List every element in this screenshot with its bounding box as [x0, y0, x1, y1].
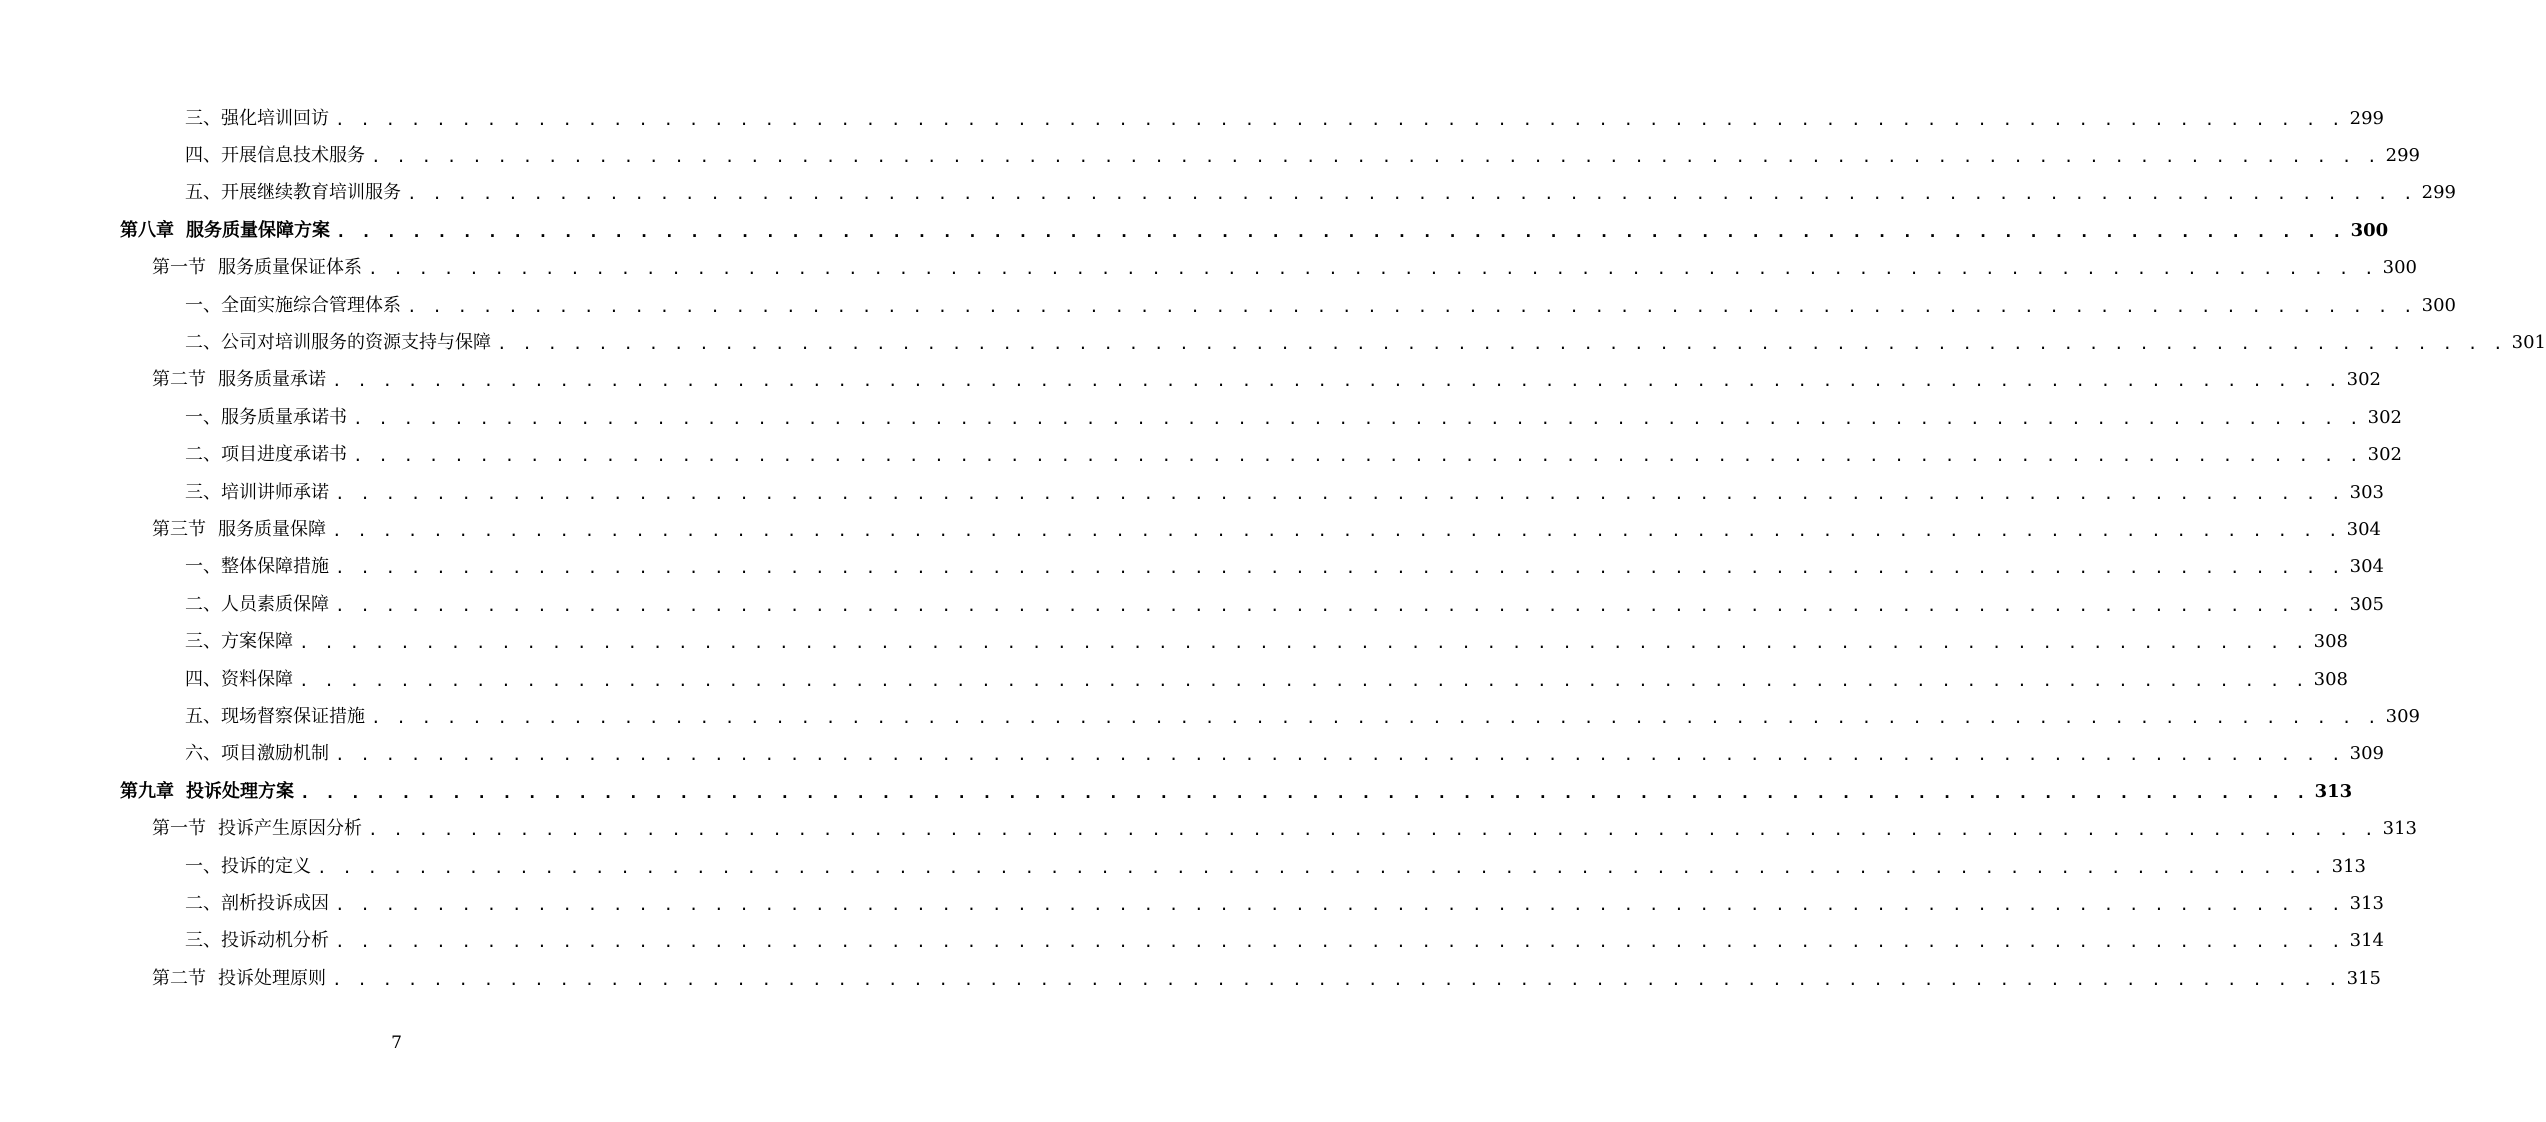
toc-entry-page: 304: [2349, 556, 2384, 578]
toc-entry-label: [152, 371, 326, 389]
page-number: 7: [391, 1033, 402, 1053]
toc-subsection-entry[interactable]: [0, 736, 2384, 773]
toc-entry-title: 开展信息技术服务: [221, 145, 365, 167]
toc-entry-title: 投诉处理方案: [186, 780, 294, 802]
toc-entry-page: 299: [2421, 182, 2456, 204]
toc-entry-title: 投诉处理原则: [218, 967, 326, 989]
toc-entry-number: 三、: [185, 107, 221, 129]
toc-subsection-entry[interactable]: [0, 549, 2384, 586]
toc-entry-label: [185, 932, 329, 950]
toc-subsection-entry[interactable]: [0, 175, 2456, 212]
toc-entry-number: 第二节: [152, 369, 206, 391]
toc-entry-number: 二、: [185, 892, 221, 914]
toc-entry-title: 服务质量保证体系: [218, 257, 362, 279]
toc-entry-number: 第九章: [120, 780, 174, 802]
toc-entry-page: 313: [2331, 855, 2366, 877]
toc-entry-label: [185, 558, 329, 576]
toc-entry-label: [185, 147, 365, 165]
toc-entry-title: 投诉动机分析: [221, 930, 329, 952]
toc-entry-label: [120, 219, 330, 241]
toc-leader-dots: . . . . . . . . . . . . . . . . . . . . . . . . . . . . . . . . . . . . . . . . . . . . . . . . . . . . . . . . . . . . . . . . . . . . . . . . . . . . . . . .: [407, 296, 2416, 316]
table-of-contents: [0, 100, 2546, 997]
toc-leader-dots: . . . . . . . . . . . . . . . . . . . . . . . . . . . . . . . . . . . . . . . . . . . . . . . . . . . . . . . . . . . . . . . . . . . . . . . . . . . . . . . .: [317, 857, 2326, 877]
toc-entry-number: 五、: [185, 705, 221, 727]
toc-entry-title: 开展继续教育培训服务: [221, 182, 401, 204]
toc-entry-number: 五、: [185, 182, 221, 204]
toc-entry-title: 现场督察保证措施: [221, 705, 365, 727]
toc-entry-page: 300: [2421, 294, 2456, 316]
toc-entry-title: 资料保障: [221, 668, 293, 690]
toc-entry-title: 投诉产生原因分析: [218, 818, 362, 840]
toc-leader-dots: . . . . . . . . . . . . . . . . . . . . . . . . . . . . . . . . . . . . . . . . . . . . . . . . . . . . . . . . . . . . . . . . . . . . . . . . . . . . . . . .: [335, 745, 2344, 765]
toc-leader-dots: . . . . . . . . . . . . . . . . . . . . . . . . . . . . . . . . . . . . . . . . . . . . . . . . . . . . . . . . . . . . . . . . . . . . . . . . . . . . . . . .: [371, 147, 2380, 167]
toc-entry-page: 309: [2385, 705, 2420, 727]
toc-entry-number: 三、: [185, 930, 221, 952]
toc-entry-title: 项目激励机制: [221, 743, 329, 765]
toc-entry-label: [185, 107, 329, 129]
toc-entry-number: 一、: [185, 556, 221, 578]
toc-subsection-entry[interactable]: [0, 399, 2402, 436]
toc-subsection-entry[interactable]: [0, 137, 2420, 174]
toc-entry-label: [185, 294, 401, 316]
toc-leader-dots: . . . . . . . . . . . . . . . . . . . . . . . . . . . . . . . . . . . . . . . . . . . . . . . . . . . . . . . . . . . . . . . . . . . . . . . . . . . . . . . .: [300, 782, 2309, 802]
toc-entry-page: 299: [2385, 145, 2420, 167]
toc-entry-number: 一、: [185, 294, 221, 316]
toc-entry-number: 一、: [185, 855, 221, 877]
toc-section-entry[interactable]: [0, 250, 2417, 287]
toc-entry-label: [152, 259, 362, 277]
toc-subsection-entry[interactable]: [0, 885, 2384, 922]
toc-leader-dots: . . . . . . . . . . . . . . . . . . . . . . . . . . . . . . . . . . . . . . . . . . . . . . . . . . . . . . . . . . . . . . . . . . . . . . . . . . . . . . . .: [368, 820, 2377, 840]
toc-section-entry[interactable]: [0, 362, 2381, 399]
toc-entry-page: 313: [2349, 892, 2384, 914]
toc-entry-page: 300: [2382, 257, 2417, 279]
toc-entry-title: 投诉的定义: [221, 855, 311, 877]
toc-subsection-entry[interactable]: [0, 437, 2402, 474]
toc-leader-dots: . . . . . . . . . . . . . . . . . . . . . . . . . . . . . . . . . . . . . . . . . . . . . . . . . . . . . . . . . . . . . . . . . . . . . . . . . . . . . . . .: [335, 558, 2344, 578]
toc-subsection-entry[interactable]: [0, 623, 2348, 660]
toc-leader-dots: . . . . . . . . . . . . . . . . . . . . . . . . . . . . . . . . . . . . . . . . . . . . . . . . . . . . . . . . . . . . . . . . . . . . . . . . . . . . . . . .: [336, 221, 2345, 241]
toc-leader-dots: . . . . . . . . . . . . . . . . . . . . . . . . . . . . . . . . . . . . . . . . . . . . . . . . . . . . . . . . . . . . . . . . . . . . . . . . . . . . . . . .: [335, 109, 2344, 129]
toc-entry-number: 二、: [185, 593, 221, 615]
toc-entry-number: 第二节: [152, 967, 206, 989]
toc-subsection-entry[interactable]: [0, 474, 2384, 511]
toc-entry-page: 302: [2367, 444, 2402, 466]
toc-entry-page: 314: [2349, 930, 2384, 952]
toc-entry-number: 六、: [185, 743, 221, 765]
toc-leader-dots: . . . . . . . . . . . . . . . . . . . . . . . . . . . . . . . . . . . . . . . . . . . . . . . . . . . . . . . . . . . . . . . . . . . . . . . . . . . . . . . .: [371, 707, 2380, 727]
toc-entry-title: 整体保障措施: [221, 556, 329, 578]
toc-entry-label: [185, 855, 311, 877]
toc-chapter-entry[interactable]: [0, 212, 2389, 249]
toc-entry-label: [185, 705, 365, 727]
toc-entry-page: 313: [2314, 780, 2353, 802]
toc-subsection-entry[interactable]: [0, 324, 2546, 361]
toc-leader-dots: . . . . . . . . . . . . . . . . . . . . . . . . . . . . . . . . . . . . . . . . . . . . . . . . . . . . . . . . . . . . . . . . . . . . . . . . . . . . . . . .: [332, 520, 2341, 540]
toc-entry-label: [185, 593, 329, 615]
toc-subsection-entry[interactable]: [0, 661, 2348, 698]
toc-entry-page: 304: [2346, 518, 2381, 540]
toc-entry-title: 培训讲师承诺: [221, 481, 329, 503]
toc-entry-number: 第一节: [152, 818, 206, 840]
toc-entry-title: 强化培训回访: [221, 107, 329, 129]
toc-subsection-entry[interactable]: [0, 287, 2456, 324]
toc-entry-number: 一、: [185, 406, 221, 428]
toc-entry-number: 二、: [185, 444, 221, 466]
toc-entry-number: 四、: [185, 668, 221, 690]
toc-leader-dots: . . . . . . . . . . . . . . . . . . . . . . . . . . . . . . . . . . . . . . . . . . . . . . . . . . . . . . . . . . . . . . . . . . . . . . . . . . . . . . . .: [299, 670, 2308, 690]
toc-entry-title: 剖析投诉成因: [221, 892, 329, 914]
toc-entry-page: 301: [2511, 332, 2546, 354]
toc-entry-page: 315: [2346, 967, 2381, 989]
toc-entry-label: [185, 633, 293, 651]
toc-entry-number: 四、: [185, 145, 221, 167]
toc-entry-title: 服务质量保障方案: [186, 219, 330, 241]
toc-entry-page: 303: [2349, 481, 2384, 503]
toc-entry-page: 305: [2349, 593, 2384, 615]
toc-leader-dots: . . . . . . . . . . . . . . . . . . . . . . . . . . . . . . . . . . . . . . . . . . . . . . . . . . . . . . . . . . . . . . . . . . . . . . . . . . . . . . . .: [497, 334, 2506, 354]
toc-leader-dots: . . . . . . . . . . . . . . . . . . . . . . . . . . . . . . . . . . . . . . . . . . . . . . . . . . . . . . . . . . . . . . . . . . . . . . . . . . . . . . . .: [353, 446, 2362, 466]
toc-leader-dots: . . . . . . . . . . . . . . . . . . . . . . . . . . . . . . . . . . . . . . . . . . . . . . . . . . . . . . . . . . . . . . . . . . . . . . . . . . . . . . . .: [332, 969, 2341, 989]
toc-entry-label: [185, 892, 329, 914]
toc-entry-page: 300: [2350, 219, 2389, 241]
toc-leader-dots: . . . . . . . . . . . . . . . . . . . . . . . . . . . . . . . . . . . . . . . . . . . . . . . . . . . . . . . . . . . . . . . . . . . . . . . . . . . . . . . .: [353, 408, 2362, 428]
toc-subsection-entry[interactable]: [0, 848, 2366, 885]
toc-entry-number: 第一节: [152, 257, 206, 279]
toc-entry-page: 313: [2382, 818, 2417, 840]
toc-entry-page: 308: [2313, 631, 2348, 653]
toc-subsection-entry[interactable]: [0, 698, 2420, 735]
toc-entry-title: 服务质量保障: [218, 518, 326, 540]
toc-entry-title: 人员素质保障: [221, 593, 329, 615]
toc-entry-label: [120, 780, 294, 802]
toc-leader-dots: . . . . . . . . . . . . . . . . . . . . . . . . . . . . . . . . . . . . . . . . . . . . . . . . . . . . . . . . . . . . . . . . . . . . . . . . . . . . . . . .: [335, 894, 2344, 914]
toc-leader-dots: . . . . . . . . . . . . . . . . . . . . . . . . . . . . . . . . . . . . . . . . . . . . . . . . . . . . . . . . . . . . . . . . . . . . . . . . . . . . . . . .: [299, 633, 2308, 653]
toc-entry-label: [152, 967, 326, 989]
toc-entry-number: 二、: [185, 332, 221, 354]
toc-leader-dots: . . . . . . . . . . . . . . . . . . . . . . . . . . . . . . . . . . . . . . . . . . . . . . . . . . . . . . . . . . . . . . . . . . . . . . . . . . . . . . . .: [407, 184, 2416, 204]
toc-entry-number: 三、: [185, 481, 221, 503]
toc-entry-label: [185, 406, 347, 428]
toc-entry-title: 全面实施综合管理体系: [221, 294, 401, 316]
toc-section-entry[interactable]: [0, 511, 2381, 548]
toc-section-entry[interactable]: [0, 810, 2417, 847]
toc-leader-dots: . . . . . . . . . . . . . . . . . . . . . . . . . . . . . . . . . . . . . . . . . . . . . . . . . . . . . . . . . . . . . . . . . . . . . . . . . . . . . . . .: [335, 483, 2344, 503]
toc-leader-dots: . . . . . . . . . . . . . . . . . . . . . . . . . . . . . . . . . . . . . . . . . . . . . . . . . . . . . . . . . . . . . . . . . . . . . . . . . . . . . . . .: [335, 595, 2344, 615]
toc-entry-page: 302: [2367, 406, 2402, 428]
toc-entry-number: 第三节: [152, 518, 206, 540]
toc-entry-label: [185, 745, 329, 763]
toc-entry-page: 299: [2349, 107, 2384, 129]
toc-subsection-entry[interactable]: [0, 923, 2384, 960]
toc-leader-dots: . . . . . . . . . . . . . . . . . . . . . . . . . . . . . . . . . . . . . . . . . . . . . . . . . . . . . . . . . . . . . . . . . . . . . . . . . . . . . . . .: [335, 932, 2344, 952]
toc-entry-label: [152, 518, 326, 540]
toc-section-entry[interactable]: [0, 960, 2381, 997]
toc-entry-label: [152, 820, 362, 838]
toc-entry-page: 308: [2313, 668, 2348, 690]
toc-entry-label: [185, 184, 401, 202]
toc-entry-label: [185, 481, 329, 503]
toc-entry-title: 方案保障: [221, 631, 293, 653]
toc-entry-number: 第八章: [120, 219, 174, 241]
toc-entry-page: 302: [2346, 369, 2381, 391]
toc-subsection-entry[interactable]: [0, 100, 2384, 137]
toc-entry-title: 服务质量承诺书: [221, 406, 347, 428]
toc-entry-page: 309: [2349, 743, 2384, 765]
toc-chapter-entry[interactable]: [0, 773, 2353, 810]
toc-entry-title: 项目进度承诺书: [221, 444, 347, 466]
toc-entry-label: [185, 334, 491, 352]
toc-entry-number: 三、: [185, 631, 221, 653]
toc-entry-title: 服务质量承诺: [218, 369, 326, 391]
toc-subsection-entry[interactable]: [0, 586, 2384, 623]
toc-entry-label: [185, 446, 347, 464]
toc-entry-title: 公司对培训服务的资源支持与保障: [221, 332, 491, 354]
toc-entry-label: [185, 668, 293, 690]
toc-leader-dots: . . . . . . . . . . . . . . . . . . . . . . . . . . . . . . . . . . . . . . . . . . . . . . . . . . . . . . . . . . . . . . . . . . . . . . . . . . . . . . . .: [332, 371, 2341, 391]
toc-leader-dots: . . . . . . . . . . . . . . . . . . . . . . . . . . . . . . . . . . . . . . . . . . . . . . . . . . . . . . . . . . . . . . . . . . . . . . . . . . . . . . . .: [368, 259, 2377, 279]
